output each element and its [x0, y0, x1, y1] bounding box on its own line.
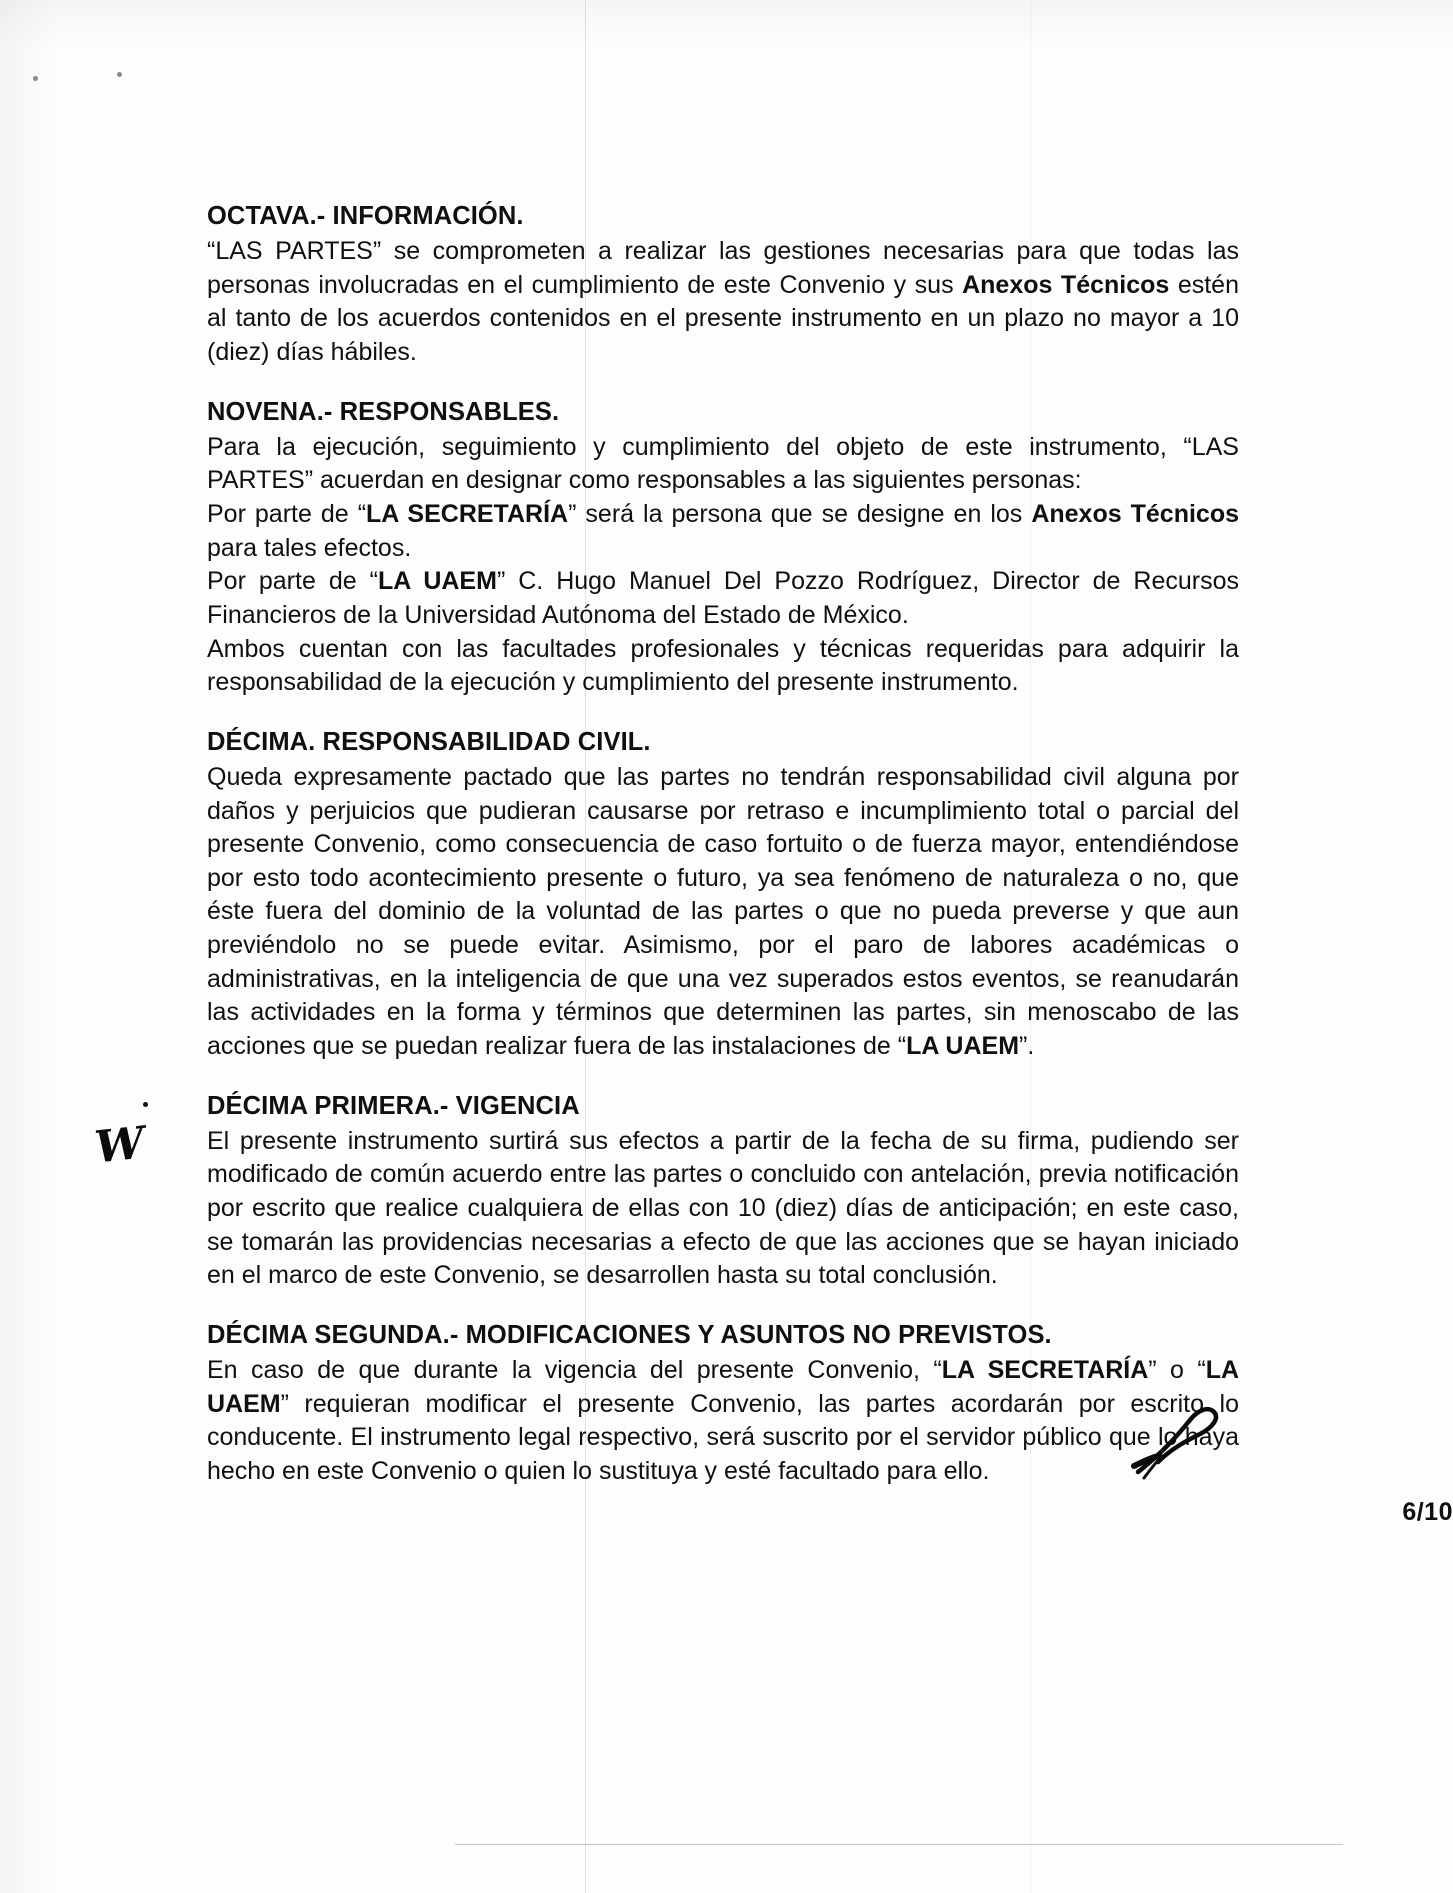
section-heading: NOVENA.- RESPONSABLES.	[207, 397, 560, 426]
section-octava	[207, 200, 1239, 370]
section-paragraph: Ambos cuentan con las facultades profesionales y técnicas requeridas para adquirir la responsabilidad de la ejecución y cumplimiento del presente instrumento.	[207, 634, 1239, 697]
page-number: 6/10	[1402, 1498, 1453, 1526]
ink-dot-mark	[143, 1102, 148, 1107]
section-paragraph: Queda expresamente pactado que las partes no tendrán responsabilidad civil alguna por daños y perjuicios que pudieran causarse por retraso e incumplimiento total o parcial del presente Convenio, como consecuencia de caso fortuito o de fuerza mayor, entendiéndose por esto todo acontecimiento presente o futuro, ya sea fenómeno de naturaleza o no, que éste fuera del dominio de la voluntad de las partes o que no pueda preverse y que aun previéndolo no se puede evitar. Asimismo, por el paro de labores académicas o administrativas, en la inteligencia de que una vez superados estos eventos, se reanudarán las actividades en la forma y términos que determinen las partes, sin menoscabo de las acciones que se puedan realizar fuera de las instalaciones de “LA UAEM”.	[207, 762, 1239, 1060]
section-paragraph: Por parte de “LA UAEM” C. Hugo Manuel Del Pozzo Rodríguez, Director de Recursos Financieros de la Universidad Autónoma del Estado de México.	[207, 567, 1240, 629]
page-bottom-edge-line	[455, 1844, 1343, 1845]
section-paragraph: El presente instrumento surtirá sus efectos a partir de la fecha de su firma, pudiendo ser modificado de común acuerdo entre las partes o concluido con antelación, previa notificación por escrito que realice cualquiera de ellas con 10 (diez) días de anticipación; en este caso, se tomarán las providencias necesarias a efecto de que las acciones que se hayan iniciado en el marco de este Convenio, se desarrollen hasta su total conclusión.	[207, 1126, 1239, 1290]
section-heading: DÉCIMA SEGUNDA.- MODIFICACIONES Y ASUNTOS NO PREVISTOS.	[207, 1320, 1052, 1349]
section-paragraph: Para la ejecución, seguimiento y cumplimiento del objeto de este instrumento, “LAS PARTES” acuerdan en designar como responsables a las siguientes personas:	[207, 432, 1239, 495]
scan-speck	[33, 76, 38, 81]
handwritten-signature	[1128, 1400, 1238, 1490]
section-heading: DÉCIMA. RESPONSABILIDAD CIVIL.	[207, 727, 651, 756]
section-heading: OCTAVA.- INFORMACIÓN.	[207, 202, 524, 230]
scan-speck	[117, 72, 122, 77]
section-decima	[207, 726, 1239, 1064]
document-body	[207, 200, 1239, 1514]
section-novena	[207, 396, 1239, 700]
section-paragraph: “LAS PARTES” se comprometen a realizar las gestiones necesarias para que todas las personas involucradas en el cumplimiento de este Convenio y sus Anexos Técnicos estén al tanto de los acuerdos contenidos en el presente instrumento en un plazo no mayor a 10 (diez) días hábiles.	[207, 237, 1239, 367]
section-decima-segunda	[207, 1319, 1239, 1489]
section-paragraph: En caso de que durante la vigencia del presente Convenio, “LA SECRETARÍA” o “LA UAEM” requieran modificar el presente Convenio, las partes acordarán por escrito lo conducente. El instrumento legal respectivo, será suscrito por el servidor público que lo haya hecho en este Convenio o quien lo sustituya y esté facultado para ello.	[207, 1355, 1240, 1485]
section-paragraph: Por parte de “LA SECRETARÍA” será la persona que se designe en los Anexos Técnicos para tales efectos.	[207, 500, 1239, 562]
handwritten-initials: W	[92, 1117, 147, 1174]
section-decima-primera	[207, 1090, 1239, 1293]
section-heading: DÉCIMA PRIMERA.- VIGENCIA	[207, 1091, 580, 1120]
